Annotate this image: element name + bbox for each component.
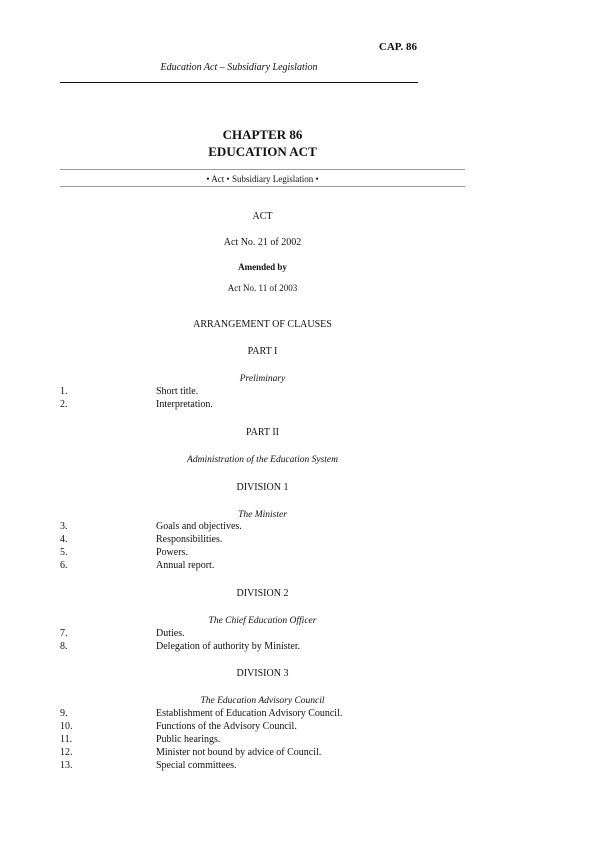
part-title: Preliminary xyxy=(239,374,286,384)
clause-title: Short title. xyxy=(156,386,199,397)
nav-bullet: • xyxy=(226,174,230,184)
clause-number: 2. xyxy=(60,399,68,410)
clause-number: 6. xyxy=(60,560,68,571)
act-number: Act No. 21 of 2002 xyxy=(223,237,302,248)
section-nav xyxy=(60,174,465,184)
clause-title: Duties. xyxy=(156,628,185,639)
part-title: Administration of the Education System xyxy=(187,455,338,465)
clause-number: 5. xyxy=(60,547,68,558)
amended-label: Amended by xyxy=(238,262,287,272)
clause-title: Minister not bound by advice of Council. xyxy=(156,747,322,758)
header-rule xyxy=(60,82,418,83)
clause-title: Powers. xyxy=(156,547,188,558)
clause-number: 12. xyxy=(60,747,73,758)
division-title: The Chief Education Officer xyxy=(208,616,317,626)
nav-bottom-divider xyxy=(60,186,465,187)
running-title: Education Act – Subsidiary Legislation xyxy=(160,62,318,73)
division-heading: DIVISION 3 xyxy=(236,668,289,679)
clause-number: 8. xyxy=(60,641,68,652)
division-heading: DIVISION 1 xyxy=(236,482,289,493)
division-title: The Minister xyxy=(238,510,287,520)
clause-number: 4. xyxy=(60,534,68,545)
division-title: The Education Advisory Council xyxy=(200,696,325,706)
clause-title: Responsibilities. xyxy=(156,534,223,545)
clause-number: 3. xyxy=(60,521,68,532)
clause-title: Functions of the Advisory Council. xyxy=(156,721,297,732)
clause-number: 1. xyxy=(60,386,68,397)
nav-link-act[interactable]: Act xyxy=(211,174,225,184)
clause-number: 10. xyxy=(60,721,73,732)
clause-title: Interpretation. xyxy=(156,399,213,410)
clause-title: Annual report. xyxy=(156,560,215,571)
act-name-heading: EDUCATION ACT xyxy=(208,144,317,159)
nav-bullet: • xyxy=(315,174,319,184)
page-title xyxy=(60,126,465,160)
nav-top-divider xyxy=(60,169,465,170)
chapter-heading: CHAPTER 86 xyxy=(222,127,303,142)
clause-title: Establishment of Education Advisory Council. xyxy=(156,708,343,719)
nav-bullet: • xyxy=(206,174,210,184)
part-heading: PART I xyxy=(247,346,278,357)
part-heading: PART II xyxy=(245,427,280,438)
nav-link-subsidiary-legislation[interactable]: Subsidiary Legislation xyxy=(231,174,314,184)
clause-number: 9. xyxy=(60,708,68,719)
clause-title: Delegation of authority by Minister. xyxy=(156,641,301,652)
amending-act-number: Act No. 11 of 2003 xyxy=(227,283,298,293)
clause-number: 7. xyxy=(60,628,68,639)
clause-number: 11. xyxy=(60,734,73,745)
arrangement-heading: ARRANGEMENT OF CLAUSES xyxy=(193,319,332,330)
division-heading: DIVISION 2 xyxy=(236,588,289,599)
clause-title: Goals and objectives. xyxy=(156,521,242,532)
clause-number: 13. xyxy=(60,760,73,771)
act-heading: ACT xyxy=(252,211,273,222)
chapter-number: CAP. 86 xyxy=(378,41,417,53)
clause-title: Public hearings. xyxy=(156,734,221,745)
clause-title: Special committees. xyxy=(156,760,237,771)
